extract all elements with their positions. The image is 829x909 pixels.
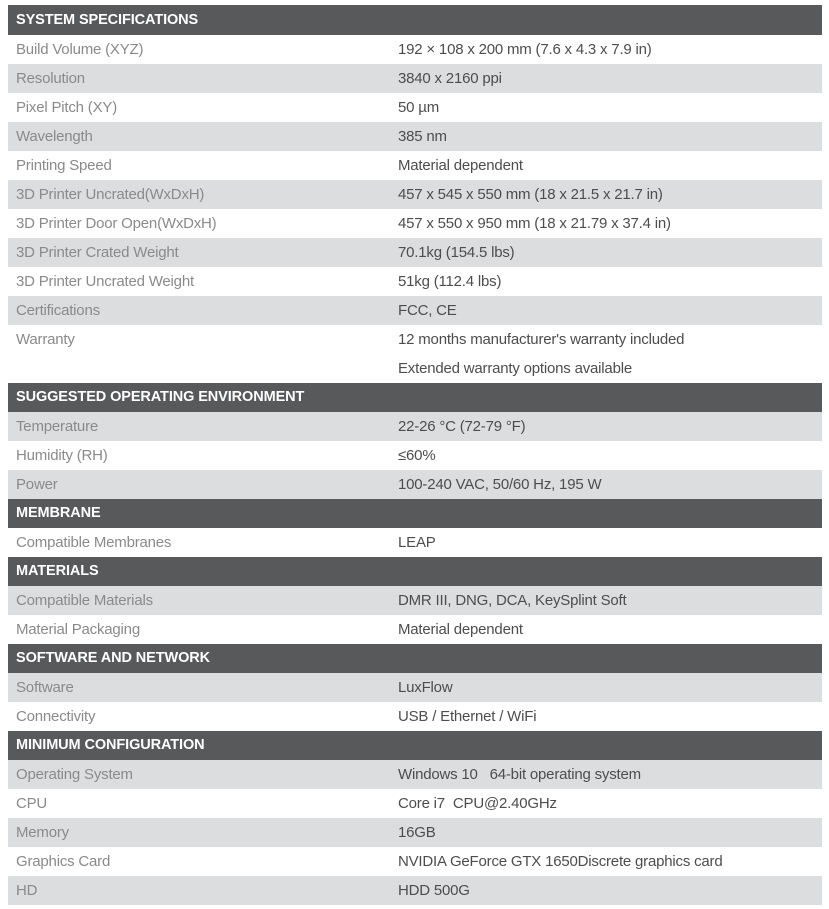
spec-row-resolution <box>8 64 822 93</box>
spec-value: 16GB <box>398 824 436 841</box>
spec-row-printer-uncrated-weight <box>8 267 822 296</box>
spec-label: HD <box>16 882 38 899</box>
spec-row-printer-crated-weight <box>8 238 822 267</box>
spec-value: Material dependent <box>398 157 523 174</box>
spec-row-warranty <box>8 325 822 383</box>
spec-row-pixel-pitch <box>8 93 822 122</box>
spec-table <box>8 5 822 905</box>
spec-value: DMR III, DNG, DCA, KeySplint Soft <box>398 592 627 609</box>
spec-label: Compatible Materials <box>16 592 153 609</box>
spec-row-build-volume <box>8 35 822 64</box>
spec-value: 22-26 °C (72-79 °F) <box>398 418 526 435</box>
spec-value: LEAP <box>398 534 436 551</box>
spec-label: Compatible Membranes <box>16 534 172 551</box>
spec-row-humidity <box>8 441 822 470</box>
spec-row-printer-door-open-dimensions <box>8 209 822 238</box>
spec-value: HDD 500G <box>398 882 470 899</box>
spec-value: 50 µm <box>398 99 439 116</box>
spec-value: 192 × 108 x 200 mm (7.6 x 4.3 x 7.9 in) <box>398 41 652 58</box>
spec-row-operating-system <box>8 760 822 789</box>
spec-value: 70.1kg (154.5 lbs) <box>398 244 515 261</box>
spec-row-material-packaging <box>8 615 822 644</box>
spec-label: Humidity (RH) <box>16 447 108 464</box>
spec-row-connectivity <box>8 702 822 731</box>
spec-label: 3D Printer Crated Weight <box>16 244 179 261</box>
spec-row-printing-speed <box>8 151 822 180</box>
spec-value: ≤60% <box>398 447 436 464</box>
spec-label: Software <box>16 679 74 696</box>
spec-label: Operating System <box>16 766 133 783</box>
spec-label: Pixel Pitch (XY) <box>16 99 117 116</box>
spec-value: Material dependent <box>398 621 523 638</box>
spec-row-certifications <box>8 296 822 325</box>
section-header-materials: MATERIALS <box>8 557 822 586</box>
spec-value: FCC, CE <box>398 302 457 319</box>
spec-label: Wavelength <box>16 128 93 145</box>
spec-label: Graphics Card <box>16 853 111 870</box>
section-header-membrane: MEMBRANE <box>8 499 822 528</box>
spec-label: Certifications <box>16 302 100 319</box>
spec-label: CPU <box>16 795 48 812</box>
spec-row-hard-disk <box>8 876 822 905</box>
spec-value: Core i7 CPU@2.40GHz <box>398 795 557 812</box>
spec-label: Printing Speed <box>16 157 112 174</box>
spec-label: Connectivity <box>16 708 96 725</box>
spec-row-power <box>8 470 822 499</box>
spec-value-line: 12 months manufacturer's warranty included <box>398 331 685 348</box>
spec-value: 385 nm <box>398 128 447 145</box>
spec-row-compatible-membranes <box>8 528 822 557</box>
spec-label: Temperature <box>16 418 99 435</box>
spec-label: 3D Printer Door Open(WxDxH) <box>16 215 217 232</box>
section-header-software-network: SOFTWARE AND NETWORK <box>8 644 822 673</box>
spec-label: Build Volume (XYZ) <box>16 41 144 58</box>
spec-row-wavelength <box>8 122 822 151</box>
spec-value: NVIDIA GeForce GTX 1650Discrete graphics card <box>398 853 723 870</box>
spec-row-graphics-card <box>8 847 822 876</box>
spec-value: 457 x 550 x 950 mm (18 x 21.79 x 37.4 in) <box>398 215 671 232</box>
section-header-system-specifications: SYSTEM SPECIFICATIONS <box>8 5 822 35</box>
spec-row-memory <box>8 818 822 847</box>
spec-label: 3D Printer Uncrated Weight <box>16 273 194 290</box>
spec-row-compatible-materials <box>8 586 822 615</box>
spec-row-temperature <box>8 412 822 441</box>
spec-value: LuxFlow <box>398 679 453 696</box>
spec-label: Material Packaging <box>16 621 140 638</box>
spec-label: Resolution <box>16 70 85 87</box>
spec-value: Windows 10 64-bit operating system <box>398 766 641 783</box>
spec-label: Warranty <box>16 331 75 348</box>
section-header-minimum-configuration: MINIMUM CONFIGURATION <box>8 731 822 760</box>
spec-value-line: Extended warranty options available <box>398 360 632 377</box>
spec-value: 100-240 VAC, 50/60 Hz, 195 W <box>398 476 602 493</box>
spec-label: 3D Printer Uncrated(WxDxH) <box>16 186 205 203</box>
section-header-operating-environment: SUGGESTED OPERATING ENVIRONMENT <box>8 383 822 412</box>
spec-label: Power <box>16 476 58 493</box>
spec-row-printer-uncrated-dimensions <box>8 180 822 209</box>
spec-value <box>398 325 822 383</box>
spec-value: 457 x 545 x 550 mm (18 x 21.5 x 21.7 in) <box>398 186 663 203</box>
spec-value: 3840 x 2160 ppi <box>398 70 502 87</box>
spec-label: Memory <box>16 824 69 841</box>
spec-value: 51kg (112.4 lbs) <box>398 273 502 290</box>
spec-value: USB / Ethernet / WiFi <box>398 708 537 725</box>
spec-row-cpu <box>8 789 822 818</box>
spec-row-software <box>8 673 822 702</box>
